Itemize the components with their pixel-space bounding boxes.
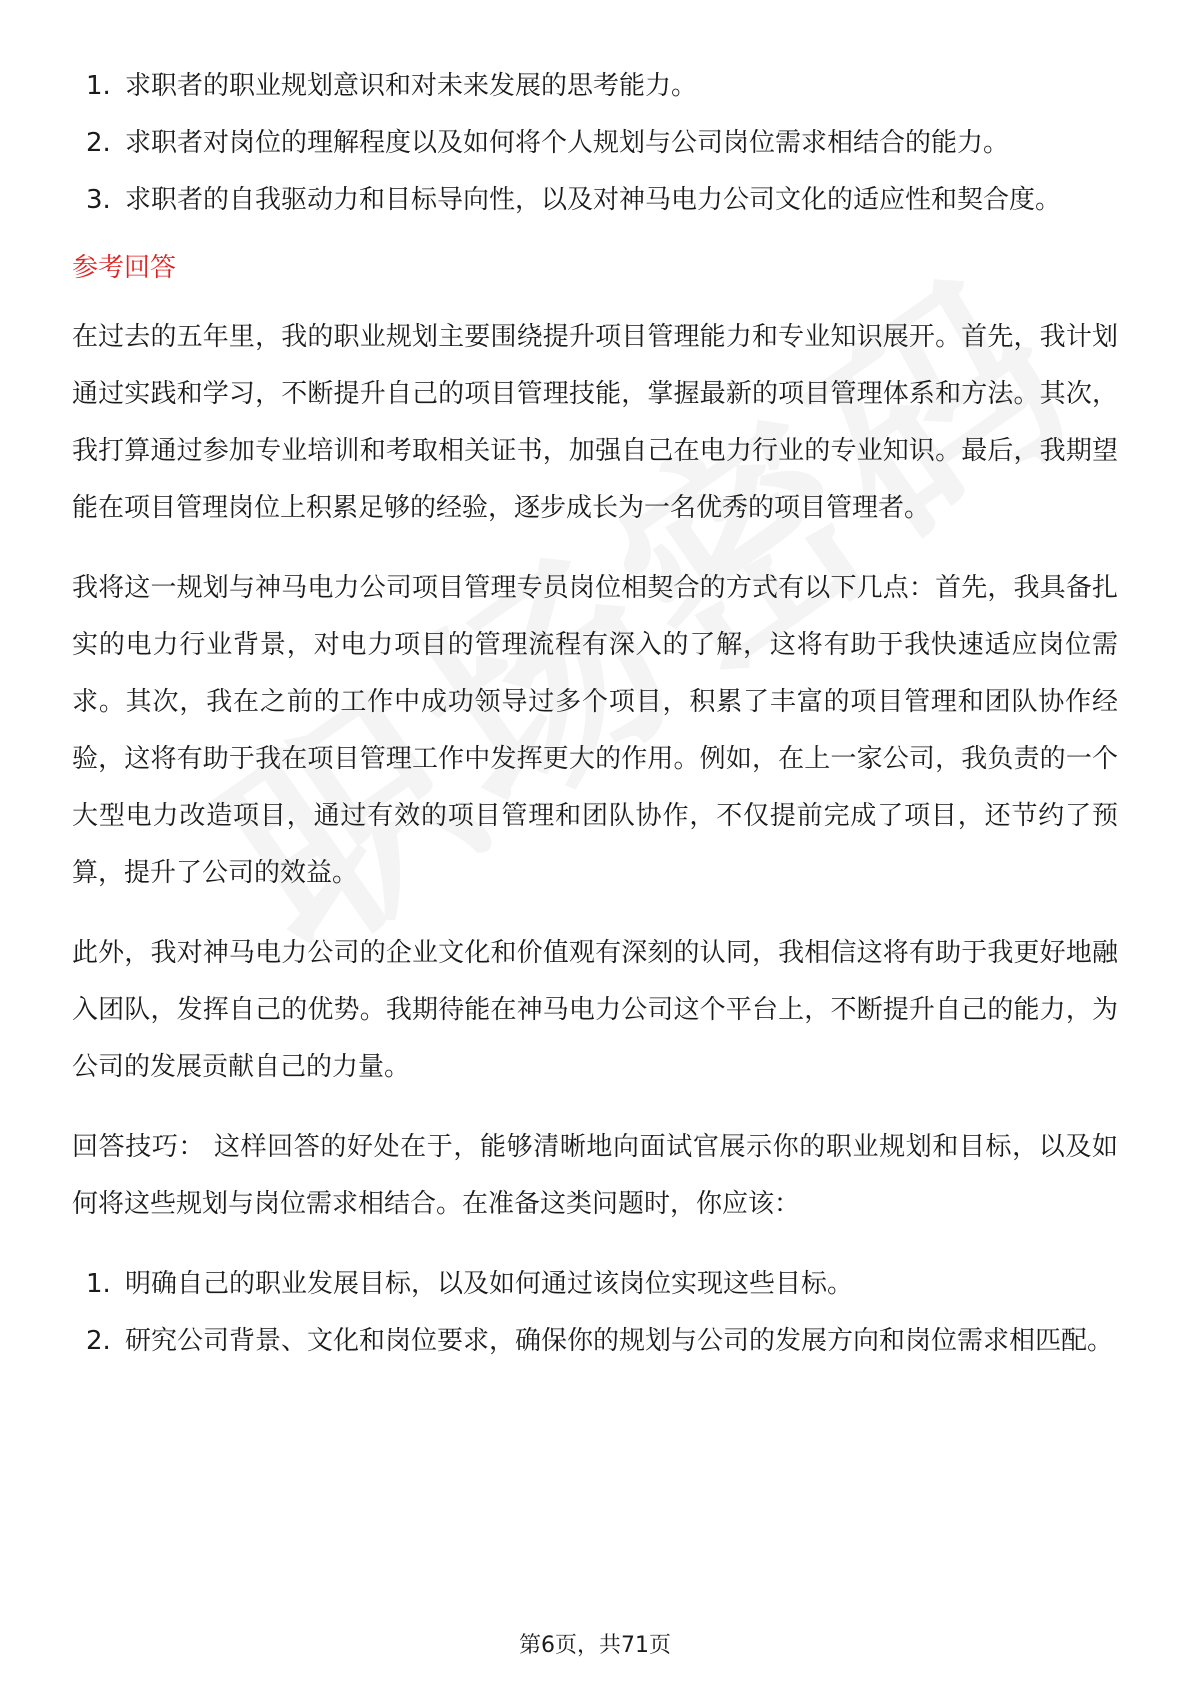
answer-paragraph: 我将这一规划与神马电力公司项目管理专员岗位相契合的方式有以下几点：首先，我具备扎实的电力行业背景，对电力项目的管理流程有深入的了解，这将有助于我快速适应岗位需求。其次，我在之前的工作中成功领导过多个项目，积累了丰富的项目管理和团队协作经验，这将有助于我在项目管理工作中发挥更大的作用。例如，在上一家公司，我负责的一个大型电力改造项目，通过有效的项目管理和团队协作，不仅提前完成了项目，还节约了预算，提升了公司的效益。	[72, 573, 1118, 888]
list-number: 1.	[86, 71, 111, 101]
list-item	[72, 115, 1118, 172]
list-text: 求职者的自我驱动力和目标导向性，以及对神马电力公司文化的适应性和契合度。	[125, 185, 1062, 215]
page-content	[72, 58, 1118, 1370]
page-footer: 第6页，共71页	[519, 1633, 671, 1658]
tips-paragraph: 回答技巧： 这样回答的好处在于，能够清晰地向面试官展示你的职业规划和目标，以及如何将这些规划与岗位需求相结合。在准备这类问题时，你应该：	[72, 1132, 1118, 1219]
criteria-list	[72, 58, 1118, 229]
list-item	[72, 1256, 1118, 1313]
list-text: 求职者对岗位的理解程度以及如何将个人规划与公司岗位需求相结合的能力。	[125, 128, 1010, 158]
list-text: 明确自己的职业发展目标，以及如何通过该岗位实现这些目标。	[125, 1269, 854, 1299]
list-item	[72, 58, 1118, 115]
list-number: 3.	[86, 185, 111, 215]
tips-list	[72, 1256, 1118, 1370]
list-text: 求职者的职业规划意识和对未来发展的思考能力。	[125, 71, 698, 101]
list-text: 研究公司背景、文化和岗位要求，确保你的规划与公司的发展方向和岗位需求相匹配。	[125, 1326, 1114, 1356]
answer-paragraph: 此外，我对神马电力公司的企业文化和价值观有深刻的认同，我相信这将有助于我更好地融入团队，发挥自己的优势。我期待能在神马电力公司这个平台上，不断提升自己的能力，为公司的发展贡献自己的力量。	[72, 938, 1118, 1082]
answer-paragraph: 在过去的五年里，我的职业规划主要围绕提升项目管理能力和专业知识展开。首先，我计划通过实践和学习，不断提升自己的项目管理技能，掌握最新的项目管理体系和方法。其次，我打算通过参加专业培训和考取相关证书，加强自己在电力行业的专业知识。最后，我期望能在项目管理岗位上积累足够的经验，逐步成长为一名优秀的项目管理者。	[72, 322, 1118, 523]
list-item	[72, 1313, 1118, 1370]
section-heading: 参考回答	[72, 253, 177, 283]
list-number: 1.	[86, 1269, 111, 1299]
list-item	[72, 172, 1118, 229]
list-number: 2.	[86, 1326, 111, 1356]
list-number: 2.	[86, 128, 111, 158]
